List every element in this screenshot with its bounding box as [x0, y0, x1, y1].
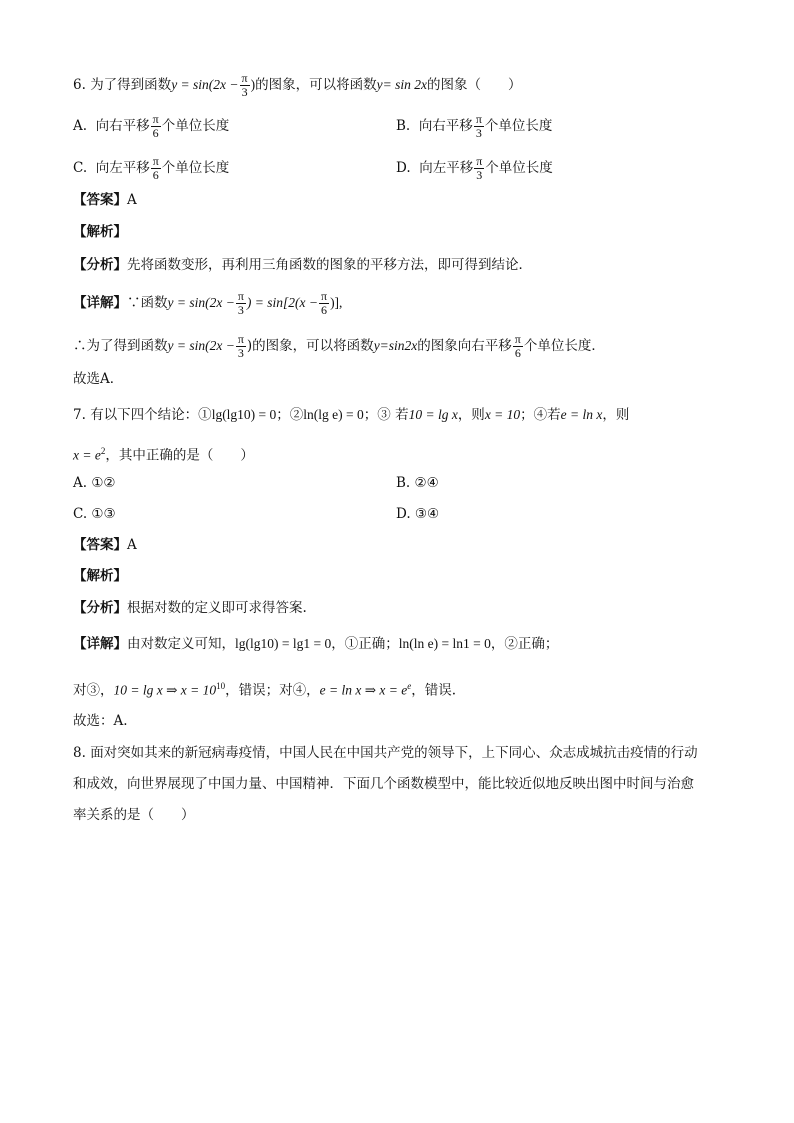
q8-stem-line3: 率关系的是（ ）: [73, 807, 195, 823]
q6-option-c: C. 向左平移 $\frac{\pi}{6}$ 个单位长度: [73, 154, 230, 182]
q7-answer: 【答案】A: [73, 537, 137, 553]
q7-option-a: A. ①②: [73, 475, 116, 491]
q6-xiangjie: 【详解】∵函数y = sin(2x − $\frac{\pi}{3}$ ) = sin[2(x − $\frac{\pi}{6}$ )],: [73, 289, 343, 317]
q6-fenxi: 【分析】先将函数变形，再利用三角函数的图象的平移方法，即可得到结论．: [73, 257, 532, 273]
q7-analysis-heading: 【解析】: [73, 568, 127, 584]
q8-stem-line1: 8. 面对突如其来的新冠病毒疫情，中国人民在中国共产党的领导下，上下同心、众志成城抗击疫情的行动: [73, 745, 698, 761]
q7-option-c: C. ①③: [73, 506, 116, 522]
q6-option-d: D. 向左平移 $\frac{\pi}{3}$ 个单位长度: [396, 154, 553, 182]
q6-analysis-heading: 【解析】: [73, 224, 127, 240]
q7-conclusion: 故选：A.: [73, 713, 128, 729]
q8-stem-line2: 和成效，向世界展现了中国力量、中国精神．下面几个函数模型中，能比较近似地反映出图中时间与治愈: [73, 776, 694, 792]
q7-xiangjie: 【详解】由对数定义可知，lg(lg10) = lg1 = 0，①正确；ln(ln e) = ln1 = 0，②正确；: [73, 636, 559, 652]
q7-stem: 7. 有以下四个结论：①lg(lg10) = 0；②ln(lg e) = 0；③ 若10 = lg x，则x = 10；④若e = ln x，则: [73, 407, 630, 423]
q6-xiangjie-line2: ∴为了得到函数y = sin(2x − $\frac{\pi}{3}$ )的图象，可以将函数y=sin2x的图象向右平移 $\frac{\pi}{6}$ 个单位长度．: [73, 332, 605, 360]
fraction-pi-3: $\frac{\pi}{3}$: [241, 71, 248, 99]
q6-option-b: B. 向右平移 $\frac{\pi}{3}$ 个单位长度: [396, 112, 553, 140]
q7-option-d: D. ③④: [396, 506, 440, 522]
q7-option-b: B. ②④: [396, 475, 439, 491]
q7-xiangjie-line2: 对③，10 = lg x ⇒ $x = 10^{10}$，错误；对④，e = ln x ⇒ $x = e^e$，错误.: [73, 681, 457, 699]
q7-stem-line2: $x = e^2$，其中正确的是（ ）: [73, 446, 254, 464]
q6-answer: 【答案】A: [73, 192, 137, 208]
q6-conclusion: 故选A．: [73, 371, 124, 387]
q6-stem: 6. 为了得到函数y = sin(2x − $\frac{\pi}{3}$ )的图象，可以将函数y= sin 2x的图象（ ）: [73, 71, 522, 99]
q7-fenxi: 【分析】根据对数的定义即可求得答案.: [73, 600, 307, 616]
q6-option-a: A. 向右平移 $\frac{\pi}{6}$ 个单位长度: [73, 112, 230, 140]
